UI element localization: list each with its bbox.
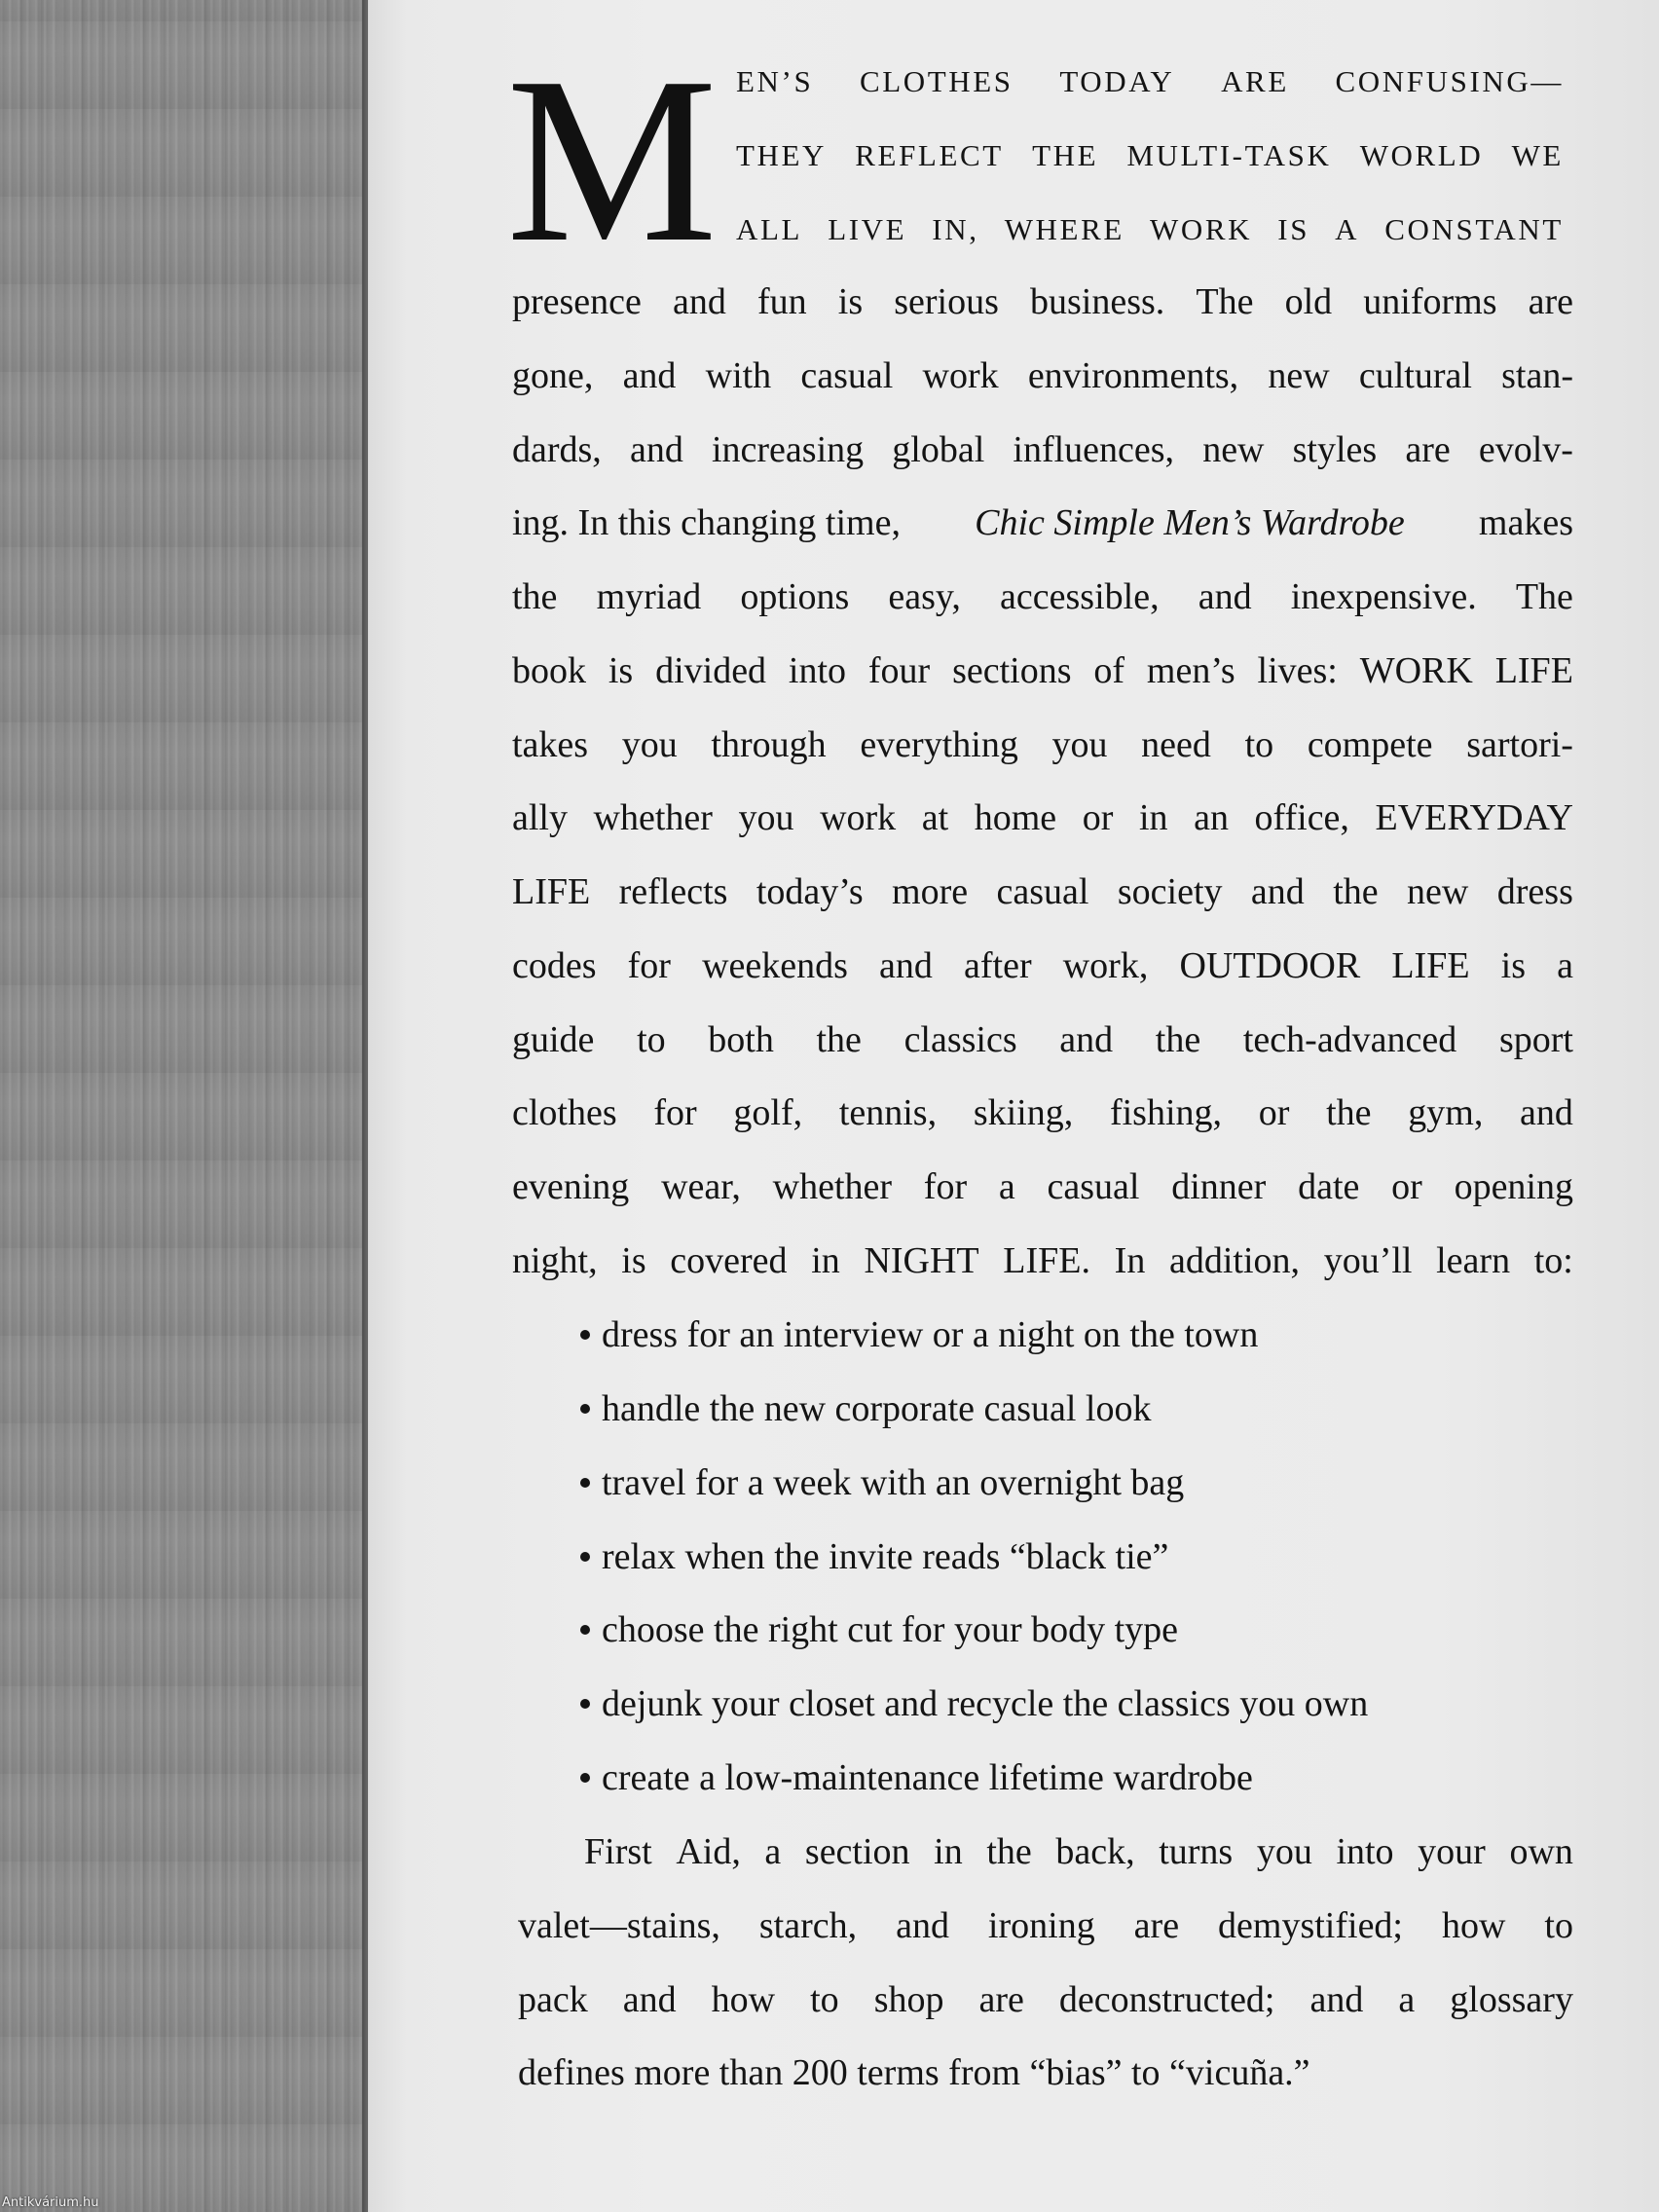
word: and (1059, 1019, 1114, 1060)
body-line (512, 354, 1573, 397)
word: book (512, 650, 586, 691)
caps-word: A (1335, 212, 1360, 246)
closing-line (518, 1904, 1573, 1947)
word: both (708, 1019, 774, 1060)
word: sections (952, 650, 1072, 691)
word: in (811, 1240, 840, 1281)
body-line (512, 796, 1573, 839)
body-line (512, 280, 1573, 323)
word: pack (518, 1979, 588, 2020)
word: cultural (1358, 355, 1472, 396)
word: are (1133, 1905, 1180, 1946)
word: codes (512, 945, 597, 986)
word: need (1141, 724, 1211, 765)
caps-word: ALL (736, 212, 803, 246)
word: your (1418, 1831, 1486, 1872)
word: golf, (733, 1092, 803, 1133)
word: starch, (758, 1905, 858, 1946)
bullet-item: choose the right cut for your body type (580, 1608, 1178, 1651)
word: divided (655, 650, 767, 691)
word: and (896, 1905, 949, 1946)
word: NIGHT (864, 1240, 979, 1281)
word: a (1398, 1979, 1416, 2020)
word: are (978, 1979, 1024, 2020)
caps-word: LIVE (828, 212, 907, 246)
caps-word: MULTI-TASK (1126, 138, 1332, 172)
word: influences, (1013, 429, 1175, 470)
word: myriad (596, 576, 702, 617)
word: options (740, 576, 850, 617)
bullet-item: relax when the invite reads “black tie” (580, 1535, 1168, 1578)
word: inexpensive. (1290, 576, 1477, 617)
word: the (512, 576, 558, 617)
word: serious (894, 281, 999, 322)
caps-word: WE (1511, 138, 1564, 172)
word: increasing (711, 429, 865, 470)
word: presence (512, 281, 642, 322)
body-line (512, 870, 1573, 913)
watermark: Antikvárium.hu (2, 2195, 99, 2210)
word: into (788, 650, 847, 691)
word: new (1268, 355, 1330, 396)
word: OUTDOOR (1179, 945, 1361, 986)
word: work (922, 355, 999, 396)
body-line (512, 1239, 1573, 1282)
word: for (627, 945, 671, 986)
caps-word: EN’S (736, 64, 814, 98)
word: casual (996, 871, 1089, 912)
word: and (622, 355, 677, 396)
word: back, (1055, 1831, 1135, 1872)
caps-word: CONSTANT (1384, 212, 1564, 246)
word: ally (512, 797, 568, 838)
line-prefix: ing. In this changing time, (512, 502, 901, 543)
word: how (1441, 1905, 1506, 1946)
body-line (512, 1165, 1573, 1208)
word: you (621, 724, 678, 765)
word: dards, (512, 429, 602, 470)
word: reflects (618, 871, 728, 912)
caps-word: THEY (736, 138, 828, 172)
word: of (1093, 650, 1125, 691)
body-line-with-title (512, 501, 1573, 544)
word: is (1500, 945, 1527, 986)
bullet-dot-icon (580, 1404, 590, 1414)
word: easy, (888, 576, 961, 617)
word: tennis, (838, 1092, 938, 1133)
bullet-item: travel for a week with an overnight bag (580, 1461, 1184, 1504)
caps-word: ARE (1221, 64, 1289, 98)
word: and (1250, 871, 1305, 912)
closing-line (584, 1830, 1573, 1873)
word: to (810, 1979, 839, 2020)
caps-line-1 (736, 64, 1564, 99)
word: deconstructed; (1058, 1979, 1275, 2020)
word: sartori- (1466, 724, 1573, 765)
word: new (1202, 429, 1265, 470)
word: EVERYDAY (1375, 797, 1573, 838)
body-line (512, 1018, 1573, 1061)
word: The (1515, 576, 1573, 617)
word: society (1117, 871, 1223, 912)
bullet-item: handle the new corporate casual look (580, 1387, 1152, 1430)
word: for (653, 1092, 697, 1133)
word: styles (1292, 429, 1378, 470)
word: everything (860, 724, 1018, 765)
word: to (637, 1019, 666, 1060)
word: ironing (987, 1905, 1095, 1946)
word: date (1298, 1166, 1360, 1207)
word: office, (1254, 797, 1349, 838)
word: the (1333, 871, 1379, 912)
caps-word: WORK (1150, 212, 1253, 246)
word: is (621, 1240, 646, 1281)
closing-line (518, 1978, 1573, 2021)
word: how (711, 1979, 776, 2020)
book-title: Chic Simple Men’s Wardrobe (975, 502, 1405, 543)
word: section (804, 1831, 910, 1872)
word: wear, (661, 1166, 741, 1207)
word: LIFE. (1003, 1240, 1091, 1281)
word: tech-advanced (1242, 1019, 1457, 1060)
word: environments, (1027, 355, 1239, 396)
caps-word: IS (1277, 212, 1310, 246)
caps-word: IN, (932, 212, 979, 246)
word: whether (593, 797, 713, 838)
word: evening (512, 1166, 630, 1207)
word: guide (512, 1019, 595, 1060)
word: demystified; (1218, 1905, 1403, 1946)
bullet-dot-icon (580, 1478, 590, 1488)
word: or (1082, 797, 1114, 838)
word: classics (903, 1019, 1017, 1060)
bullet-dot-icon (580, 1552, 590, 1562)
word: business. (1030, 281, 1165, 322)
bullet-dot-icon (580, 1699, 590, 1709)
caps-word: TODAY (1059, 64, 1175, 98)
word: a (1557, 945, 1573, 986)
word: a (998, 1166, 1015, 1207)
word: covered (670, 1240, 788, 1281)
word: you (1051, 724, 1108, 765)
bullet-dot-icon (580, 1773, 590, 1783)
word: accessible, (1000, 576, 1160, 617)
word: sport (1498, 1019, 1573, 1060)
caps-word: THE (1032, 138, 1099, 172)
backing-board (0, 0, 362, 2212)
caps-word: REFLECT (855, 138, 1004, 172)
word: night, (512, 1240, 598, 1281)
body-line (512, 428, 1573, 471)
word: compete (1307, 724, 1433, 765)
word: to (1544, 1905, 1573, 1946)
word: in (934, 1831, 963, 1872)
word: gone, (512, 355, 594, 396)
word: is (837, 281, 864, 322)
word: whether (772, 1166, 893, 1207)
body-line (512, 944, 1573, 987)
word: fishing, (1109, 1092, 1223, 1133)
word: Aid, (676, 1831, 741, 1872)
word: you (738, 797, 794, 838)
word: or (1391, 1166, 1422, 1207)
word: today’s (756, 871, 864, 912)
word: the (1155, 1019, 1201, 1060)
closing-line: defines more than 200 terms from “bias” to “vicuña.” (518, 2052, 1310, 2093)
word: own (1509, 1831, 1573, 1872)
word: fun (757, 281, 807, 322)
word: opening (1454, 1166, 1573, 1207)
line-suffix: makes (1478, 502, 1573, 543)
caps-word: WORLD (1359, 138, 1484, 172)
word: and (629, 429, 683, 470)
word: skiing, (973, 1092, 1074, 1133)
book-page (368, 0, 1659, 2212)
word: and (673, 281, 726, 322)
bullet-dot-icon (580, 1625, 590, 1635)
caps-line-2 (736, 138, 1564, 173)
word: addition, (1168, 1240, 1301, 1281)
word: shop (873, 1979, 944, 2020)
word: work, (1062, 945, 1149, 986)
body-line (512, 649, 1573, 692)
word: after (964, 945, 1032, 986)
word: with (705, 355, 772, 396)
word: glossary (1450, 1979, 1573, 2020)
word: home (974, 797, 1057, 838)
word: LIFE (1391, 945, 1470, 986)
word: the (986, 1831, 1032, 1872)
word: into (1336, 1831, 1394, 1872)
word: and (879, 945, 933, 986)
word: the (816, 1019, 862, 1060)
bullet-item: create a low-maintenance lifetime wardrobe (580, 1756, 1253, 1799)
word: and (1520, 1092, 1573, 1133)
word: evolv- (1478, 429, 1573, 470)
word: takes (512, 724, 589, 765)
word: you’ll (1323, 1240, 1413, 1281)
word: valet—stains, (518, 1905, 720, 1946)
word: dress (1496, 871, 1573, 912)
word: through (711, 724, 827, 765)
word: and (622, 1979, 677, 2020)
caps-word: CLOTHES (859, 64, 1014, 98)
word: First (584, 1831, 652, 1872)
word: and (1309, 1979, 1364, 2020)
word: for (923, 1166, 968, 1207)
bullet-dot-icon (580, 1330, 590, 1340)
drop-cap: M (506, 28, 718, 291)
word: dinner (1171, 1166, 1267, 1207)
word: gym, (1408, 1092, 1484, 1133)
word: four (867, 650, 931, 691)
word: turns (1159, 1831, 1234, 1872)
body-line (512, 1091, 1573, 1134)
body-line (512, 575, 1573, 618)
word: more (892, 871, 969, 912)
word: or (1258, 1092, 1290, 1133)
word: are (1528, 281, 1573, 322)
word: LIFE (512, 871, 591, 912)
bullet-item: dejunk your closet and recycle the classics you own (580, 1682, 1368, 1725)
word: to: (1533, 1240, 1573, 1281)
bullet-item: dress for an interview or a night on the town (580, 1313, 1258, 1356)
caps-line-3 (736, 212, 1564, 247)
word: at (921, 797, 949, 838)
body-line (512, 723, 1573, 766)
word: clothes (512, 1092, 617, 1133)
word: LIFE (1494, 650, 1573, 691)
caps-word: CONFUSING— (1335, 64, 1564, 98)
word: learn (1436, 1240, 1511, 1281)
word: weekends (702, 945, 848, 986)
word: to (1244, 724, 1274, 765)
word: work (820, 797, 897, 838)
word: stan- (1501, 355, 1573, 396)
word: The (1196, 281, 1254, 322)
word: men’s (1146, 650, 1235, 691)
word: a (764, 1831, 782, 1872)
word: lives: (1257, 650, 1338, 691)
word: global (892, 429, 985, 470)
word: in (1138, 797, 1168, 838)
word: In (1114, 1240, 1146, 1281)
word: new (1407, 871, 1469, 912)
word: you (1256, 1831, 1312, 1872)
word: the (1326, 1092, 1372, 1133)
word: casual (1047, 1166, 1140, 1207)
word: is (608, 650, 634, 691)
word: WORK (1359, 650, 1473, 691)
word: are (1405, 429, 1451, 470)
word: an (1194, 797, 1229, 838)
word: old (1284, 281, 1333, 322)
word: casual (800, 355, 894, 396)
caps-word: WHERE (1004, 212, 1124, 246)
word: and (1198, 576, 1252, 617)
word: uniforms (1363, 281, 1497, 322)
